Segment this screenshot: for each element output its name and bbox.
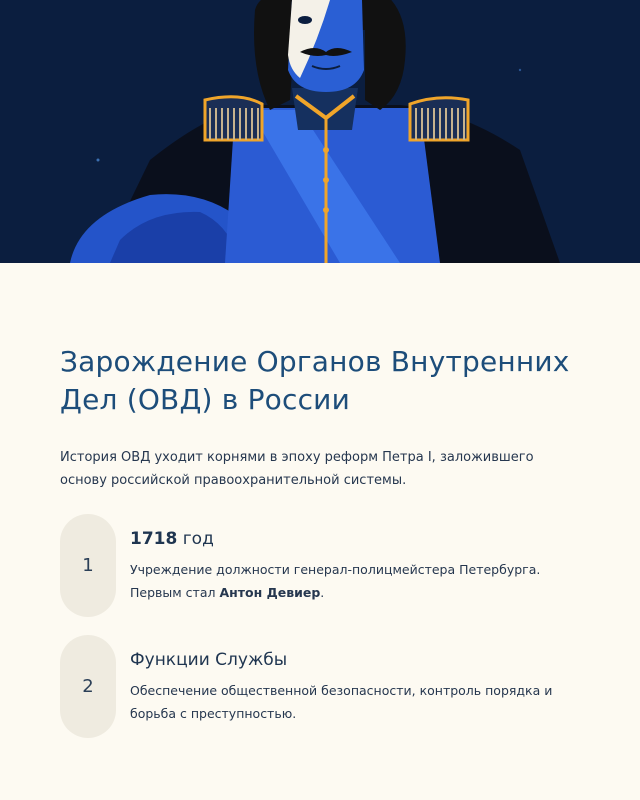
timeline-step-1 [60,514,580,617]
main-content [0,263,640,738]
peter-the-great-portrait [0,0,640,263]
step-number-badge: 2 [60,635,116,738]
step-description-text: Учреждение должности генерал-полицмейстера Петербурга. Первым стал [130,562,541,600]
page-title: Зарождение Органов Внутренних Дел (ОВД) в России [60,345,570,416]
step-year-suffix: год [177,529,214,549]
step-title [130,528,580,550]
step-description [130,558,580,604]
step-description: Обеспечение общественной безопасности, контроль порядка и борьба с преступностью. [130,683,553,721]
step-body [130,514,580,604]
hero-illustration [0,0,640,263]
intro-text: История ОВД уходит корнями в эпоху реформ Петра I, заложившего основу российской правоохранительной системы. [60,450,534,488]
step-title: Функции Службы [130,650,288,670]
step-highlight-name: Антон Девиер [219,585,321,600]
timeline-step-2 [60,635,580,738]
step-body [130,635,580,725]
step-year: 1718 [130,529,178,549]
step-description-end: . [320,585,325,600]
step-number-badge: 1 [60,514,116,617]
